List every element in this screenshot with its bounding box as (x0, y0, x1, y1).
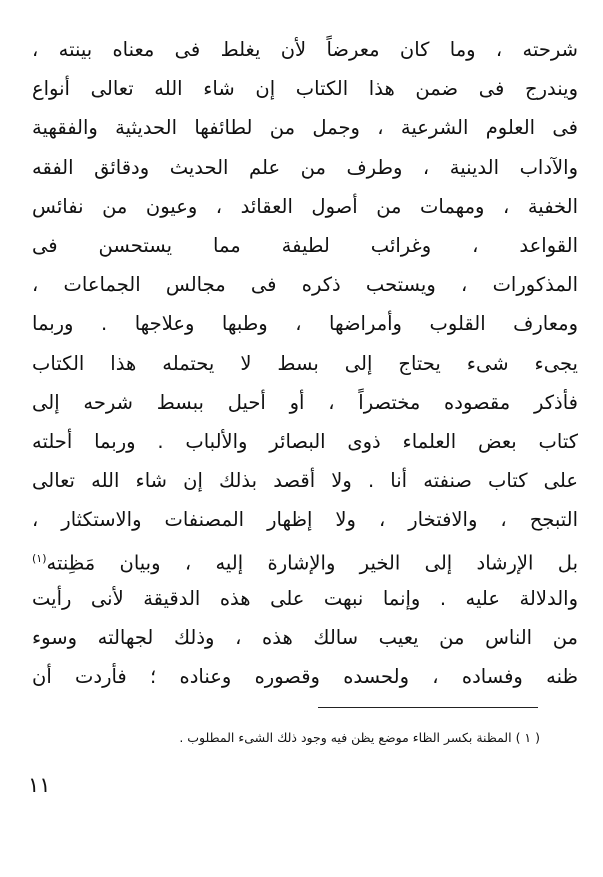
text-line-1: شرحته ، وما كان معرضاً لأن يغلط فى معناه بينته ، (32, 38, 578, 61)
text-line-16: من الناس من يعيب سالك هذه ، وذلك لجهالته وسوء (32, 625, 578, 649)
page-number: ١١ (28, 773, 51, 797)
text-line-14 (32, 539, 578, 578)
text-line-3: فى العلوم الشرعية ، وجمل من لطائفها الحديثية والفقهية (32, 116, 578, 140)
text-line-13: التبجح ، والافتخار ، ولا إظهار المصنفات والاستكثار ، (32, 508, 578, 532)
text-line-15: والدلالة عليه . وإنما نبهت على هذه الدقيقة لأنى رأيت (32, 586, 578, 610)
text-line-11: كتاب بعض العلماء ذوى البصائر والألباب . وربما أحلته (32, 429, 578, 453)
footnote: ( ١ ) المظنة بكسر الظاء موضع يظن فيه وجود ذلك الشىء المطلوب . (179, 730, 540, 745)
text-line-4: والآداب الدينية ، وطرف من علم الحديث ودقائق الفقه (32, 155, 578, 179)
text-line-5: الخفية ، ومهمات من أصول العقائد ، وعيون من نفائس (32, 194, 578, 218)
text-line-12: على كتاب صنفته أنا . ولا أقصد بذلك إن شاء الله تعالى (32, 469, 578, 493)
footnote-marker: (١) (32, 552, 47, 566)
text-line-9: يجىء شىء يحتاج إلى بسط لا يحتمله هذا الكتاب (32, 351, 578, 375)
text-line-6: القواعد ، وغرائب لطيفة مما يستحسن فى (32, 233, 578, 257)
text-line-10: فأذكر مقصوده مختصراً ، أو أحيل ببسط شرحه إلى (32, 390, 578, 414)
text-line-17: ظنه وفساده ، ولحسده وقصوره وعناده ؛ فأردت أن (32, 665, 578, 688)
text-line-2: ويندرج فى ضمن هذا الكتاب إن شاء الله تعالى أنواع (32, 77, 578, 101)
footnote-separator (318, 707, 538, 708)
body-text (32, 30, 578, 696)
text-line-14-content: بل الإرشاد إلى الخير والإشارة إليه ، وبيان مَظِنته (46, 551, 578, 575)
text-line-7: المذكورات ، ويستحب ذكره فى مجالس الجماعات ، (32, 273, 578, 297)
text-line-8: ومعارف القلوب وأمراضها ، وطبها وعلاجها . وربما (32, 312, 578, 336)
